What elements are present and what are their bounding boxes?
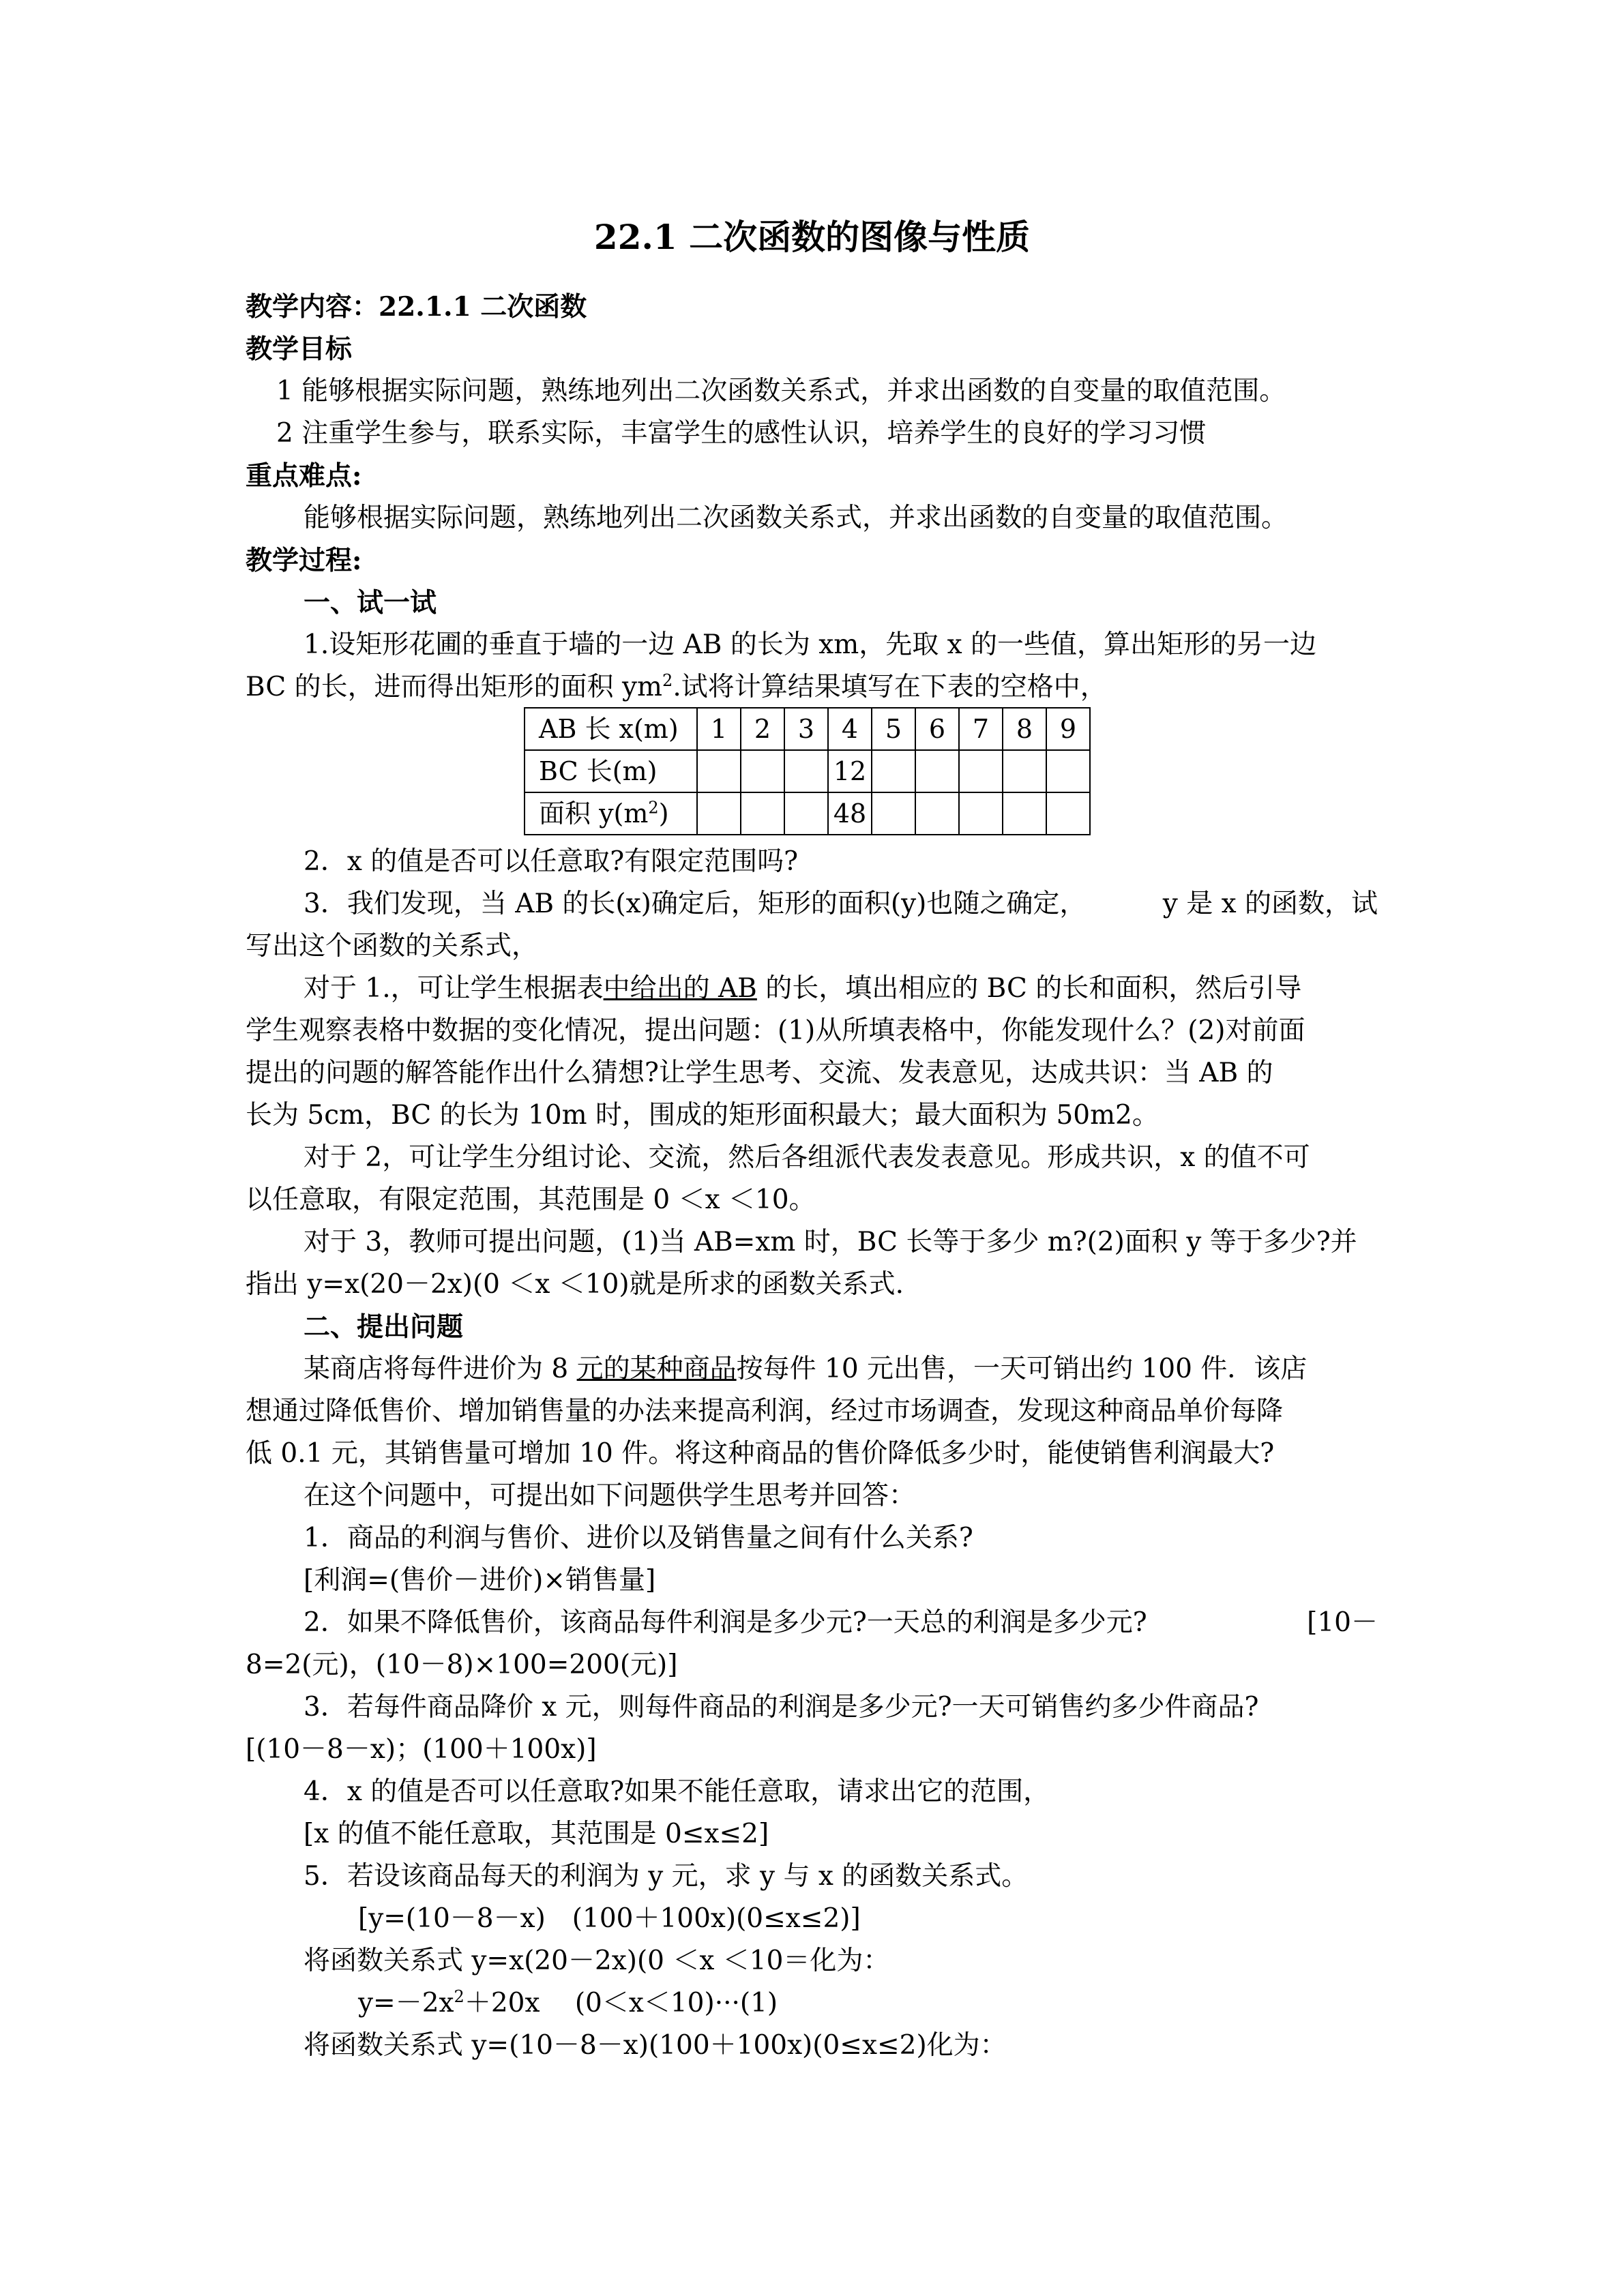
q3-line2: 写出这个函数的关系式， [246, 931, 539, 961]
table-cell [741, 750, 784, 792]
objective-1: 1 能够根据实际问题，熟练地列出二次函数关系式，并求出函数的自变量的取值范围。 [276, 376, 1286, 406]
conversion-1: 将函数关系式 y=x(20－2x)(0 ＜x ＜10＝化为： [304, 1945, 890, 1976]
table-cell: 6 [915, 708, 959, 750]
table-cell [1046, 750, 1090, 792]
process-heading: 教学过程: [246, 545, 362, 576]
table-cell: 7 [959, 708, 1003, 750]
s2-q1: 1．商品的利润与售价、进价以及销售量之间有什么关系? [304, 1523, 973, 1553]
s2-a5: [y=(10－8－x) (100＋100x)(0≤x≤2)] [358, 1903, 861, 1934]
table-cell: 4 [828, 708, 872, 750]
s2-q2-line2: 8=2(元)，(10－8)×100=200(元)] [246, 1650, 678, 1680]
p3-line1: 对于 3，教师可提出问题，(1)当 AB=xm 时，BC 长等于多少 m?(2)面积 y 等于多少?并 [304, 1227, 1357, 1257]
table-cell [784, 750, 828, 792]
q2: 2．x 的值是否可以任意取?有限定范围吗? [304, 846, 799, 877]
table-cell [959, 750, 1003, 792]
s2-q5: 5．若设该商品每天的利润为 y 元，求 y 与 x 的函数关系式。 [304, 1861, 1029, 1892]
page-title: 22.1 二次函数的图像与性质 [593, 217, 1031, 257]
s2-line3: 低 0.1 元，其销售量可增加 10 件。将这种商品的售价降低多少时，能使销售利润最大? [246, 1438, 1275, 1469]
table-row [525, 792, 1090, 835]
table-cell [1003, 750, 1046, 792]
table-cell [784, 792, 828, 835]
table-row [525, 708, 1090, 750]
p1-line2: 学生观察表格中数据的变化情况，提出问题：(1)从所填表格中，你能发现什么？(2)对前面 [246, 1015, 1305, 1046]
p3-line2: 指出 y=x(20－2x)(0 ＜x ＜10)就是所求的函数关系式. [246, 1269, 904, 1300]
key-heading: 重点难点: [246, 460, 362, 492]
table-row-label: BC 长(m) [525, 750, 697, 792]
s2-line1: 某商店将每件进价为 8 元的某种商品按每件 10 元出售，一天可销出约 100 件．该店 [304, 1354, 1308, 1384]
table-cell: 1 [697, 708, 741, 750]
s2-q4: 4．x 的值是否可以任意取?如果不能任意取，请求出它的范围， [304, 1776, 1050, 1807]
s2-q3: 3．若每件商品降价 x 元，则每件商品的利润是多少元?一天可销售约多少件商品? [304, 1692, 1259, 1723]
table-cell [1046, 792, 1090, 835]
p1-line4: 长为 5cm，BC 的长为 10m 时，围成的矩形面积最大；最大面积为 50m2。 [246, 1100, 1159, 1131]
table-row-label: 面积 $y(m^2)$ [525, 792, 697, 835]
p1-line3: 提出的问题的解答能作出什么猜想?让学生思考、交流、发表意见，达成共识：当 AB 的 [246, 1058, 1273, 1088]
p1-line1: 对于 1.，可让学生根据表中给出的 AB 的长，填出相应的 BC 的长和面积，然后引导 [304, 973, 1302, 1004]
table-cell [697, 750, 741, 792]
s2-q3-line2: [(10－8－x)；(100＋100x)] [246, 1734, 597, 1765]
table-cell: 5 [872, 708, 915, 750]
key-text: 能够根据实际问题，熟练地列出二次函数关系式，并求出函数的自变量的取值范围。 [304, 503, 1288, 533]
table-cell [959, 792, 1003, 835]
table-cell [697, 792, 741, 835]
s2-a4: [x 的值不能任意取，其范围是 0≤x≤2] [304, 1819, 769, 1849]
s2-a1: [利润=(售价－进价)×销售量] [304, 1565, 656, 1596]
conversion-2: 将函数关系式 y=(10－8－x)(100＋100x)(0≤x≤2)化为： [304, 2030, 1007, 2061]
table-cell: 9 [1046, 708, 1090, 750]
objective-2: 2 注重学生参与，联系实际，丰富学生的感性认识，培养学生的良好的学习习惯 [276, 418, 1207, 449]
q1-line1: 1.设矩形花圃的垂直于墙的一边 AB 的长为 xm，先取 x 的一些值，算出矩形的另一边 [304, 629, 1316, 660]
table-cell: 48 [828, 792, 872, 835]
table-row-label: AB 长 x(m) [525, 708, 697, 750]
table-cell [872, 750, 915, 792]
p2-line1: 对于 2，可让学生分组讨论、交流，然后各组派代表发表意见。形成共识，x 的值不可 [304, 1142, 1310, 1173]
table-cell [741, 792, 784, 835]
section1-heading: 一、试一试 [304, 587, 437, 618]
table-cell: 12 [828, 750, 872, 792]
section2-heading: 二、提出问题 [304, 1311, 464, 1343]
p2-line2: 以任意取，有限定范围，其范围是 0 ＜x ＜10。 [246, 1184, 816, 1215]
table-row [525, 750, 1090, 792]
table-cell [1003, 792, 1046, 835]
table-cell [872, 792, 915, 835]
s2-line2: 想通过降低售价、增加销售量的办法来提高利润，经过市场调查，发现这种商品单价每降 [246, 1396, 1284, 1427]
equation-1: $y=-2x^2+20x$ (0＜x＜10)···(1) [358, 1987, 778, 2018]
table-cell [915, 792, 959, 835]
q1-line2: BC 的长，进而得出矩形的面积 $ym^2$.试将计算结果填写在下表的空格中， [246, 671, 1107, 702]
content-heading: 教学内容：22.1.1 二次函数 [246, 291, 587, 323]
table-cell: 3 [784, 708, 828, 750]
s2-q2: 2．如果不降低售价，该商品每件利润是多少元?一天总的利润是多少元? [10－ [304, 1607, 1378, 1638]
data-table [524, 707, 1091, 835]
table-cell: 8 [1003, 708, 1046, 750]
table-cell [915, 750, 959, 792]
q3-line1: 3．我们发现，当 AB 的长(x)确定后，矩形的面积(y)也随之确定， y 是 x 的函数，试 [304, 889, 1378, 919]
table-cell: 2 [741, 708, 784, 750]
s2-line4: 在这个问题中，可提出如下问题供学生思考并回答： [304, 1480, 916, 1511]
objectives-heading: 教学目标 [246, 333, 353, 365]
